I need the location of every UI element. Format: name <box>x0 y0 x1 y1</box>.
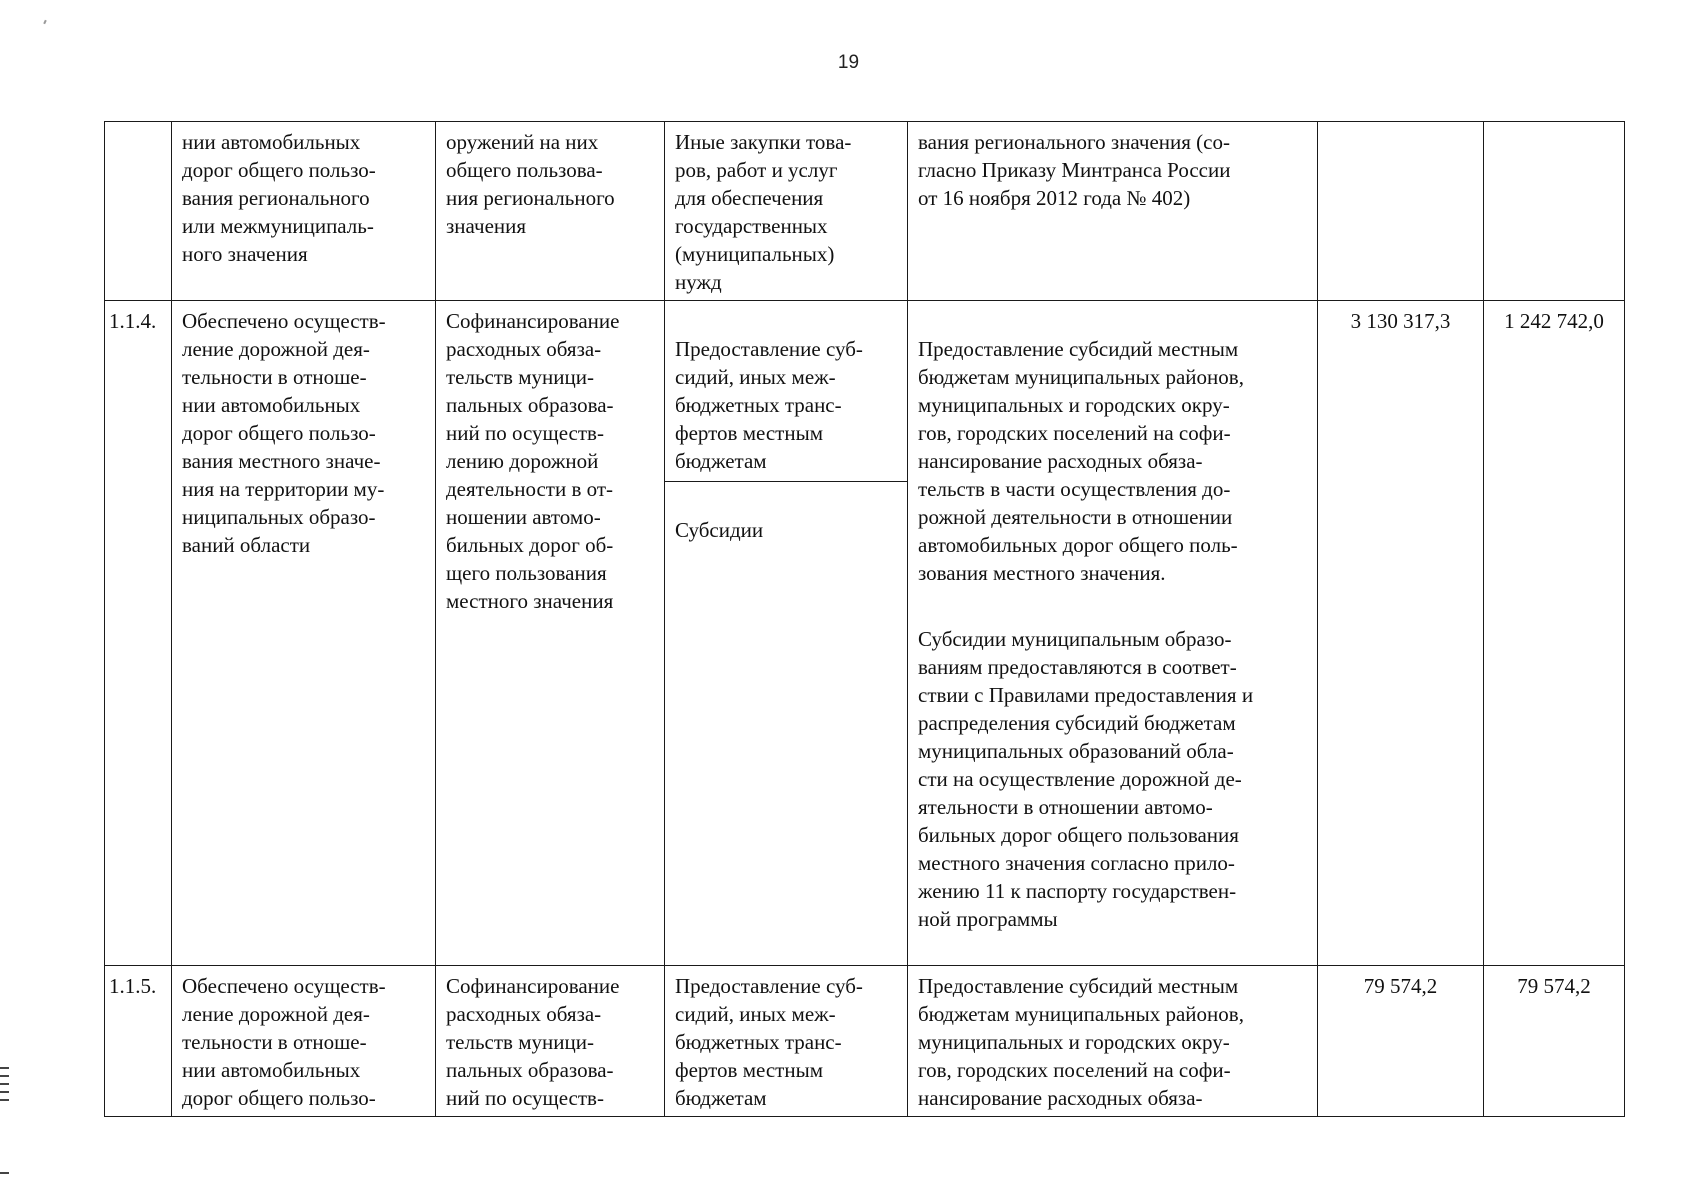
expense-type-cell: Предоставление суб- сидий, иных меж- бюджетных транс- фертов местным бюджетам <box>665 966 908 1117</box>
row-number: 1.1.5. <box>105 966 172 1117</box>
description-cell: вания регионального значения (со- гласно Приказу Минтранса России от 16 ноября 2012 года № 402) <box>908 122 1318 301</box>
scan-artifact <box>43 20 47 24</box>
amount-cell-1: 3 130 317,3 <box>1318 301 1484 966</box>
expected-result-cell: Обеспечено осуществ- ление дорожной дея- тельности в отноше- нии автомобильных дорог общего пользо- <box>172 966 436 1117</box>
table-row <box>105 966 1625 1117</box>
scan-edge-mark <box>0 1091 9 1093</box>
expense-type-text: Предоставление суб- сидий, иных меж- бюджетных транс- фертов местным бюджетам <box>665 329 907 482</box>
amount-cell-2: 1 242 742,0 <box>1484 301 1625 966</box>
expense-subtype-text: Субсидии <box>675 518 764 542</box>
table-row <box>105 122 1625 301</box>
amount-cell-1 <box>1318 122 1484 301</box>
scan-edge-mark <box>0 1099 9 1101</box>
row-number <box>105 122 172 301</box>
description-paragraph: Предоставление субсидий местным бюджетам муниципальных районов, муниципальных и городских окру- гов, городских поселений на софи- нансирование расходных обяза- тельств в части осуществления до- рожной деятельности в отношении автомобильных дорог общего поль- зования местного значения. <box>918 337 1244 585</box>
activity-cell: оружений на них общего пользова- ния регионального значения <box>436 122 665 301</box>
activity-cell: Софинансирование расходных обяза- тельств муници- пальных образова- ний по осуществ- лению дорожной деятельности в от- ношении автомо- бильных дорог об- щего пользования местного значения <box>436 301 665 966</box>
scan-edge-mark <box>0 1075 9 1077</box>
scan-edge-mark <box>0 1067 9 1069</box>
scan-edge-mark <box>0 1083 9 1085</box>
description-paragraph: Субсидии муниципальным образо- ваниям предоставляются в соответ- ствии с Правилами предоставления и распределения субсидий бюджетам муниципальных образований обла- сти на осуществление дорожной де- ятельности в отношении автомо- бильных дорог общего пользования местного значения согласно прило- жению 11 к паспорту государствен- ной программы <box>918 627 1254 931</box>
description-cell: Предоставление субсидий местным бюджетам муниципальных районов, муниципальных и городских окру- гов, городских поселений на софи- нансирование расходных обяза- <box>908 966 1318 1117</box>
activity-cell: Софинансирование расходных обяза- тельств муници- пальных образова- ний по осуществ- <box>436 966 665 1117</box>
row-number: 1.1.4. <box>105 301 172 966</box>
expected-result-cell: нии автомобильных дорог общего пользо- вания регионального или межмуниципаль- ного значения <box>172 122 436 301</box>
expense-type-cell <box>665 301 908 966</box>
expected-result-cell: Обеспечено осуществ- ление дорожной дея- тельности в отноше- нии автомобильных дорог общего пользо- вания местного значе- ния на территории му- ниципальных образо- ваний области <box>172 301 436 966</box>
program-table <box>104 121 1625 1117</box>
amount-cell-2 <box>1484 122 1625 301</box>
amount-cell-1: 79 574,2 <box>1318 966 1484 1117</box>
scan-edge-mark <box>0 1172 9 1174</box>
page-number: 19 <box>837 52 860 73</box>
table-row <box>105 301 1625 966</box>
amount-cell-2: 79 574,2 <box>1484 966 1625 1117</box>
description-cell <box>908 301 1318 966</box>
expense-type-cell: Иные закупки това- ров, работ и услуг для обеспечения государственных (муниципальных) нужд <box>665 122 908 301</box>
